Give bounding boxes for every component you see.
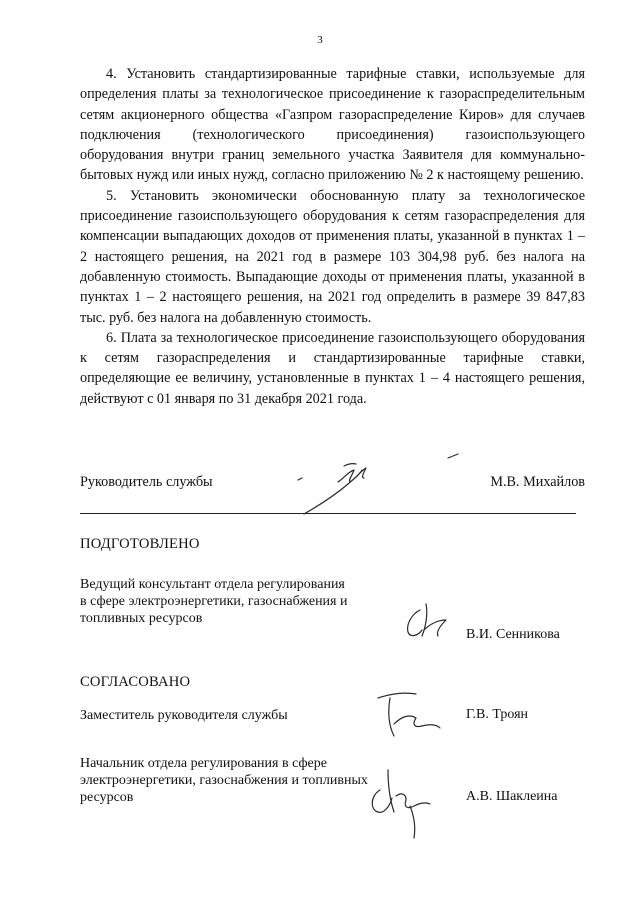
- prepared-label: ПОДГОТОВЛЕНО: [80, 536, 200, 552]
- head-title: Руководитель службы: [80, 474, 213, 490]
- approved-signature-2-icon: [366, 766, 446, 842]
- approved-label: СОГЛАСОВАНО: [80, 674, 191, 690]
- approved-name-1: Г.В. Троян: [466, 707, 529, 722]
- paragraph-5: 5. Установить экономически обоснованную плату за технологическое присоединение газоиспользующего оборудования к сетям газораспределения для компенсации выпадающих доходов от применения платы, указанной в пунктах 1 – 2 настоящего решения, на 2021 год в размере 103 304,98 руб. без налога на добавленную стоимость. Выпадающие доходы от применения платы, указанной в пунктах 1 – 2 настоящего решения, на 2021 год определить в размере 39 847,83 тыс. руб. без налога на добавленную стоимость.: [80, 187, 585, 326]
- paragraph-6: 6. Плата за технологическое присоединение газоиспользующего оборудования к сетям газораспределения и стандартизированные тарифные ставки, определяющие ее величину, установленные в пунктах 1 – 4 настоящего решения, действуют с 01 января по 31 декабря 2021 года.: [80, 329, 585, 407]
- approved-name-2: А.В. Шаклеина: [466, 789, 558, 804]
- prepared-signature-icon: [400, 600, 460, 646]
- prepared-position: Ведущий консультант отдела регулирования в сфере электроэнергетики, газоснабжения и топливных ресурсов: [80, 577, 348, 626]
- page-number: 3: [317, 34, 323, 46]
- separator-line: [80, 513, 576, 514]
- approved-position-2: Начальник отдела регулирования в сфере электроэнергетики, газоснабжения и топливных ресурсов: [80, 756, 368, 805]
- head-name: М.В. Михайлов: [490, 474, 585, 490]
- document-body: [80, 64, 585, 409]
- prepared-name: В.И. Сенникова: [466, 627, 560, 642]
- approved-position-1: Заместитель руководителя службы: [80, 708, 288, 723]
- paragraph-4: 4. Установить стандартизированные тарифные ставки, используемые для определения платы за технологическое присоединение к газораспределительным сетям акционерного общества «Газпром газораспределение Киров» для случаев подключения (технологического присоединения) газоиспользующего оборудования внутри границ земельного участка Заявителя для коммунально-бытовых нужд или иных нужд, согласно приложению № 2 к настоящему решению.: [80, 66, 585, 184]
- approved-signature-1-icon: [372, 690, 462, 746]
